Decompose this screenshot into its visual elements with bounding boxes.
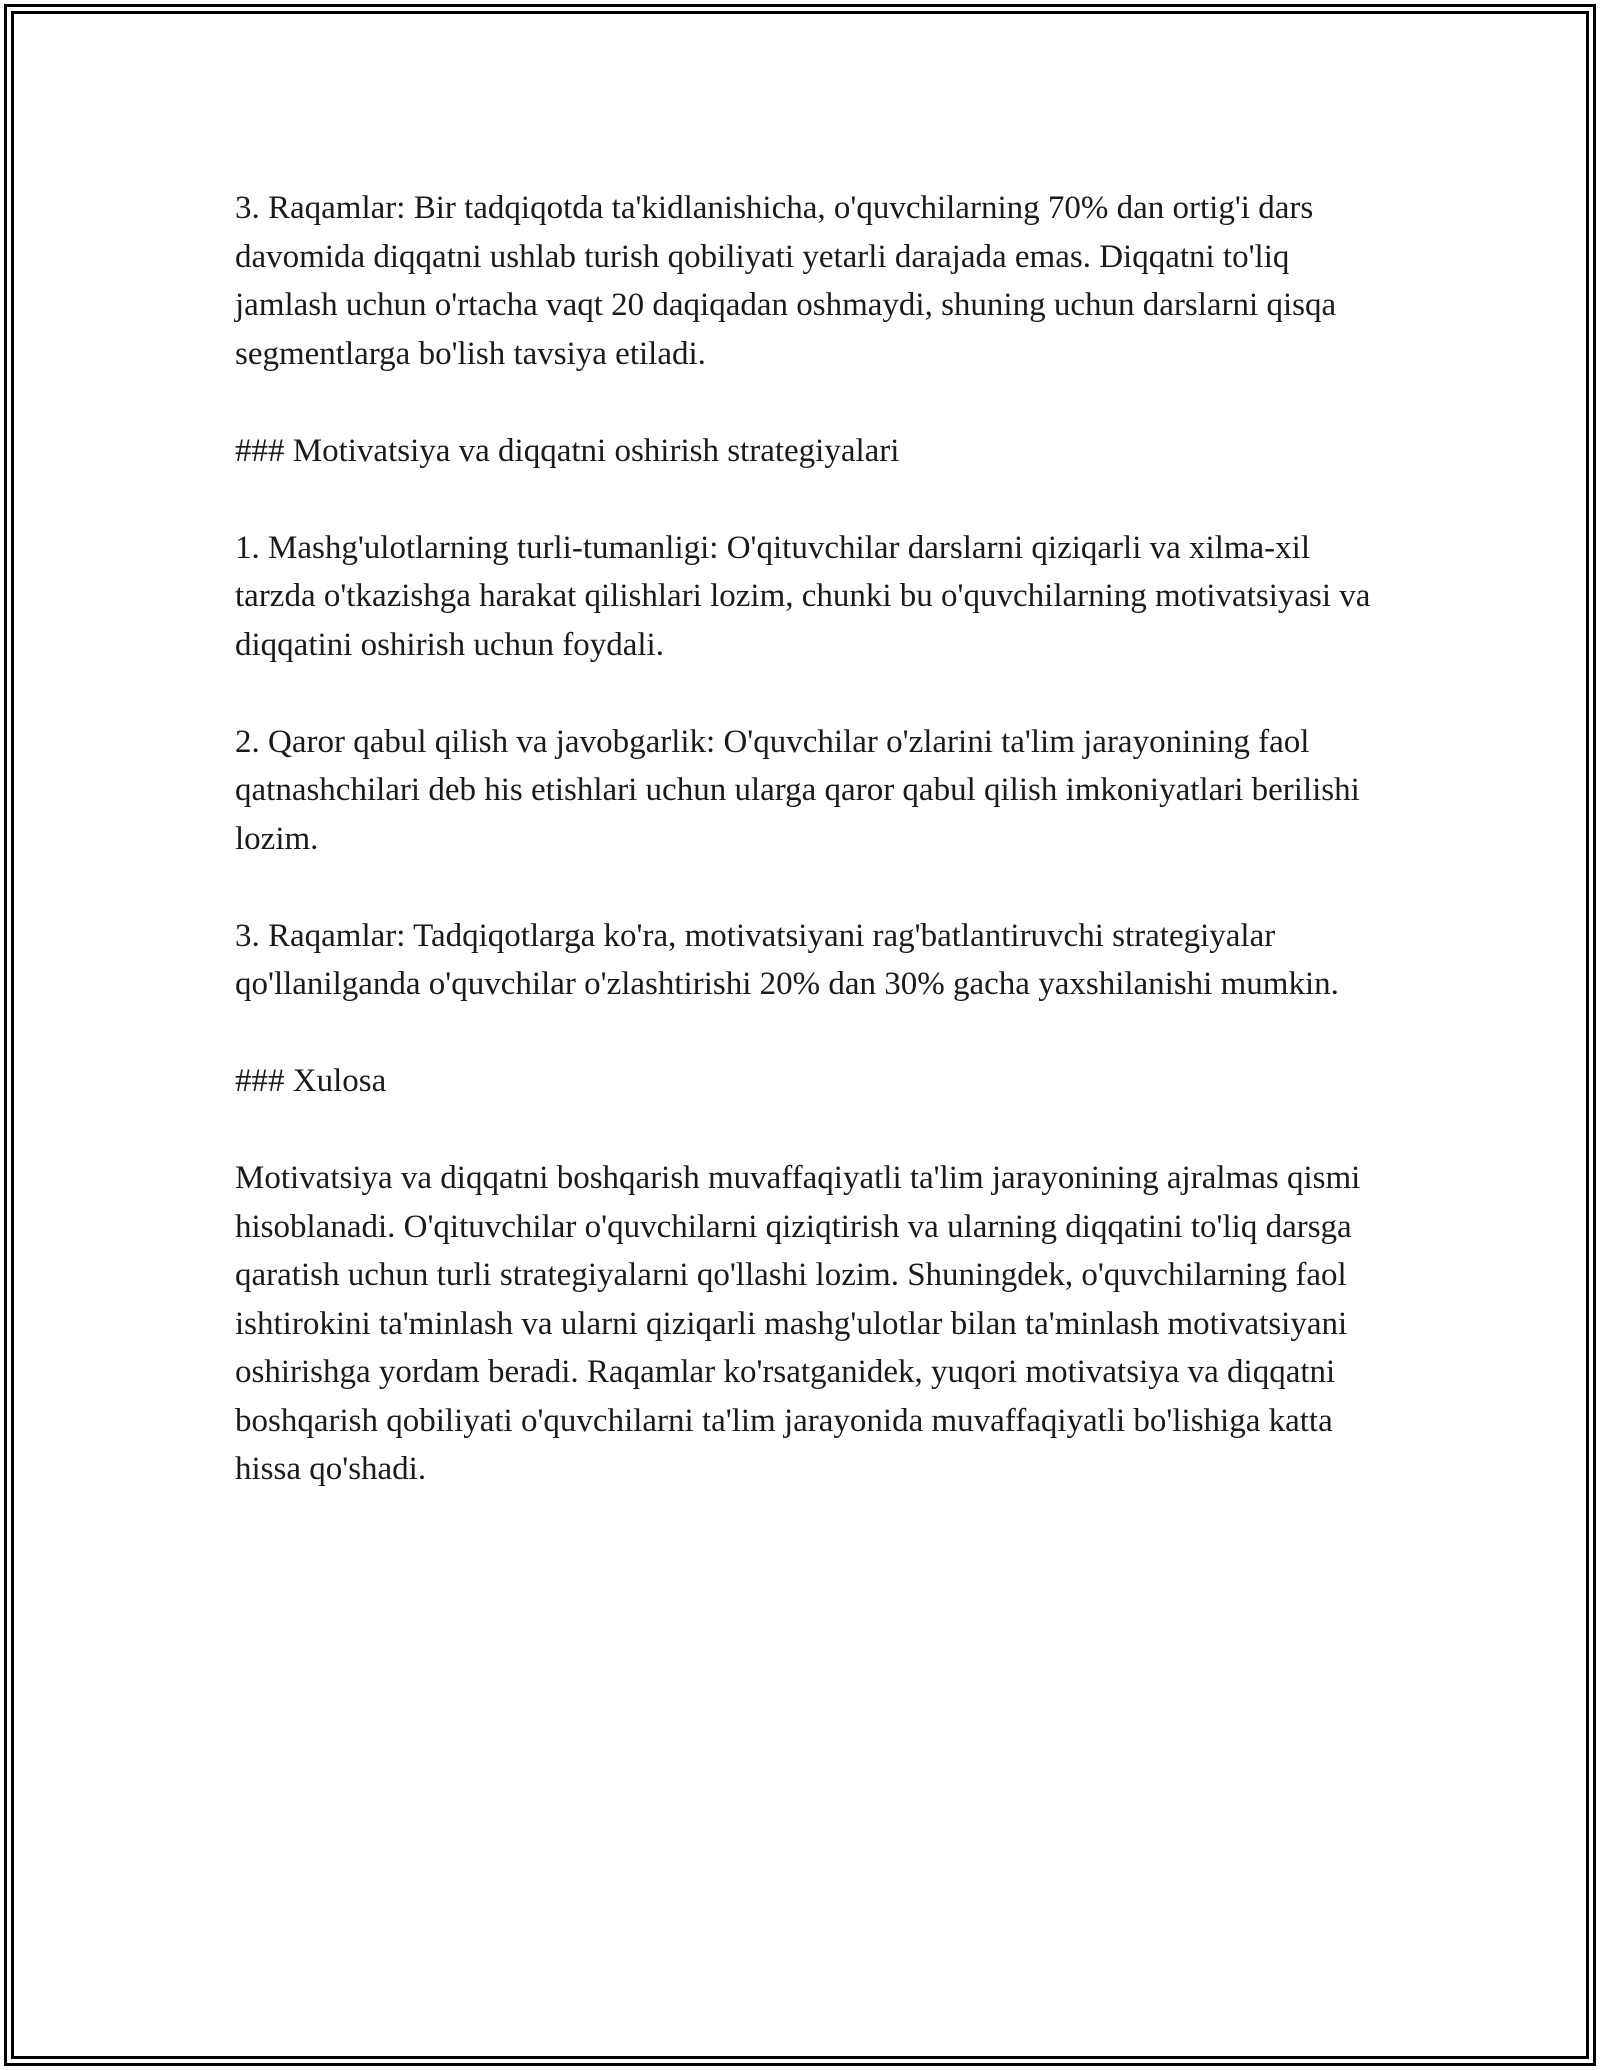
paragraph-activity-variety: 1. Mashg'ulotlarning turli-tumanligi: O'qituvchilar darslarni qiziqarli va xilma-xil tarzda o'tkazishga harakat qilishlari lozim, chunki bu o'quvchilarning motivatsiyasi va diqqatini oshirish uchun foydali. [235, 529, 1371, 663]
document-body [235, 184, 1375, 1494]
heading-conclusion: ### Xulosa [235, 1063, 387, 1099]
paragraph-attention-statistics: 3. Raqamlar: Bir tadqiqotda ta'kidlanishicha, o'quvchilarning 70% dan ortig'i dars davomida diqqatni ushlab turish qobiliyati yetarli darajada emas. Diqqatni to'liq jamlash uchun o'rtacha vaqt 20 daqiqadan oshmaydi, shuning uchun darslarni qisqa segmentlarga bo'lish tavsiya etiladi. [235, 190, 1337, 372]
paragraph-decision-making: 2. Qaror qabul qilish va javobgarlik: O'quvchilar o'zlarini ta'lim jarayonining faol qatnashchilari deb his etishlari uchun ularga qaror qabul qilish imkoniyatlari berilishi lozim. [235, 723, 1360, 857]
paragraph-motivation-statistics: 3. Raqamlar: Tadqiqotlarga ko'ra, motivatsiyani rag'batlantiruvchi strategiyalar qo'llanilganda o'quvchilar o'zlashtirishi 20% dan 30% gacha yaxshilanishi mumkin. [235, 917, 1339, 1002]
heading-motivation-strategies: ### Motivatsiya va diqqatni oshirish strategiyalari [235, 432, 900, 469]
paragraph-conclusion: Motivatsiya va diqqatni boshqarish muvaffaqiyatli ta'lim jarayonining ajralmas qismi hisoblanadi. O'qituvchilar o'quvchilarni qiziqtirish va ularning diqqatini to'liq darsga qaratish uchun turli strategiyalarni qo'llashi lozim. Shuningdek, o'quvchilarning faol ishtirokini ta'minlash va ularni qiziqarli mashg'ulotlar bilan ta'minlash motivatsiyani oshirishga yordam beradi. Raqamlar ko'rsatganidek, yuqori motivatsiya va diqqatni boshqarish qobiliyati o'quvchilarni ta'lim jarayonida muvaffaqiyatli bo'lishiga katta hissa qo'shadi. [235, 1160, 1361, 1487]
